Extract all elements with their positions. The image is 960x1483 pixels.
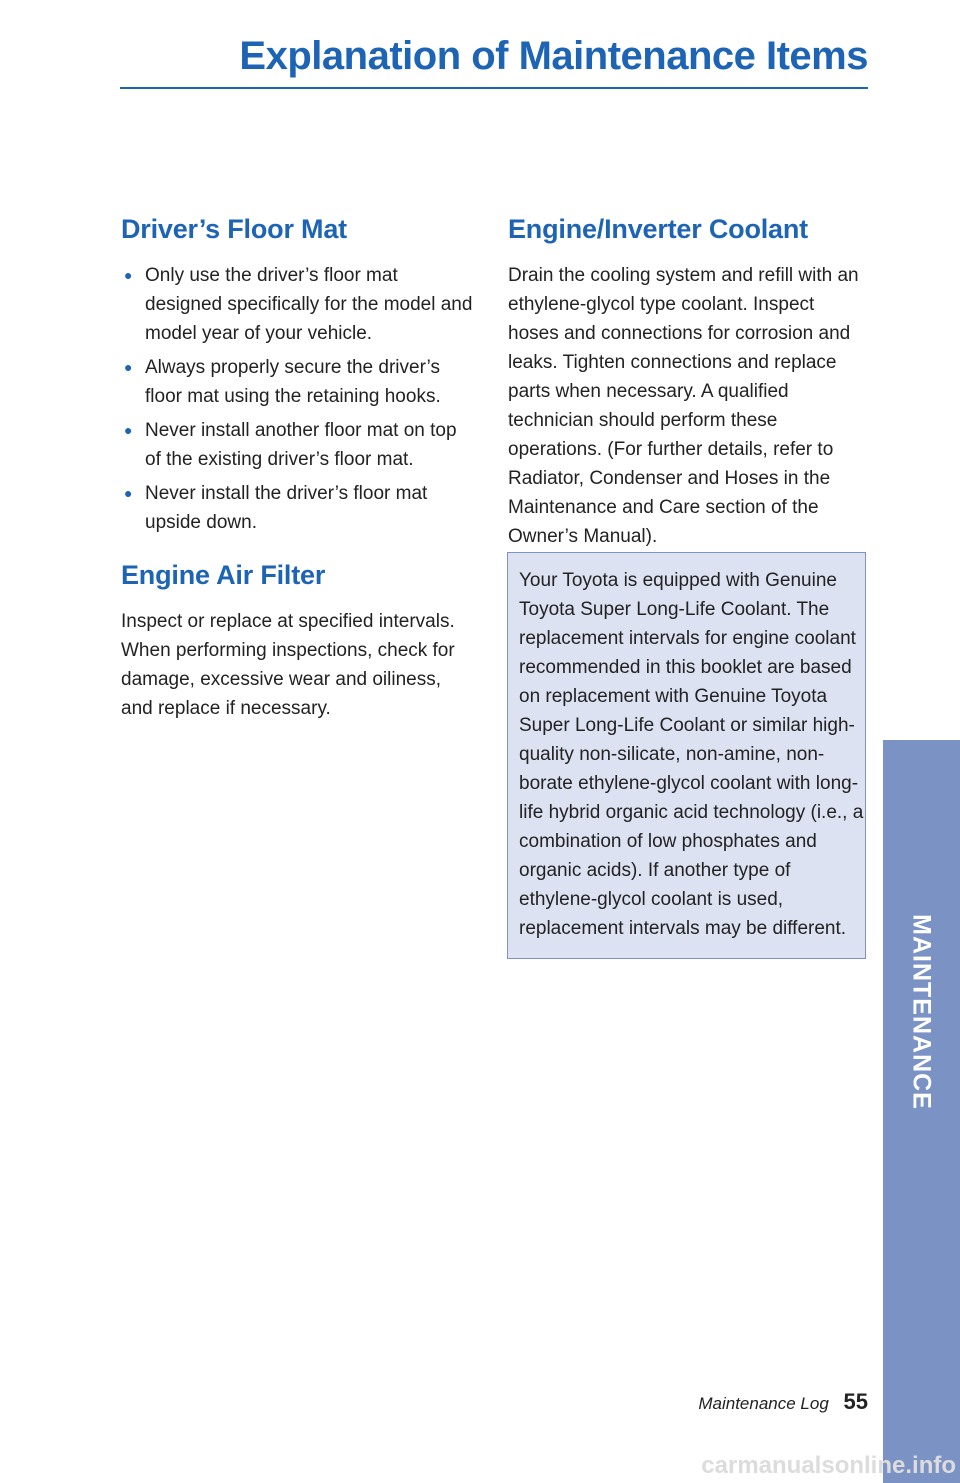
air-filter-heading: Engine Air Filter	[121, 560, 326, 590]
watermark: carmanualsonline.info	[701, 1452, 956, 1479]
bullet-icon: ●	[124, 359, 133, 375]
section-tab	[883, 740, 960, 1483]
coolant-text: Drain the cooling system and refill with an ethylene-glycol type coolant. Inspect hoses and connections for corrosion and leaks. Tighten connections and replace parts when necessary. A qualified technician should perform these operations. (For further details, refer to Radiator, Condenser and Hoses in the Maintenance and Care section of the Owner’s Manual).	[508, 265, 859, 547]
left-column	[121, 214, 473, 723]
footer-label: Maintenance Log	[698, 1394, 829, 1413]
list-item: ● Never install another floor mat on top of the existing driver’s floor mat.	[121, 416, 473, 474]
page-title: Explanation of Maintenance Items	[239, 34, 868, 78]
page-number: 55	[843, 1389, 868, 1414]
air-filter-text: Inspect or replace at specified intervals. When performing inspections, check for damage, excessive wear and oiliness, and replace if necessary.	[121, 611, 455, 719]
list-item: ● Only use the driver’s floor mat designed specifically for the model and model year of your vehicle.	[121, 261, 473, 348]
right-column	[508, 214, 860, 551]
floor-mat-list	[121, 261, 473, 537]
bullet-icon: ●	[124, 267, 133, 283]
bullet-icon: ●	[124, 485, 133, 501]
bullet-icon: ●	[124, 422, 133, 438]
spacer	[121, 542, 473, 560]
coolant-note-text: Your Toyota is equipped with Genuine Toyota Super Long-Life Coolant. The replacement intervals for engine coolant recommended in this booklet are based on replacement with Genuine Toyota Super Long-Life Coolant or similar high-quality non-silicate, non-amine, non-borate ethylene-glycol coolant with long-life hybrid organic acid technology (i.e., a combination of low phosphates and organic acids). If another type of ethylene-glycol coolant is used, replacement intervals may be different.	[519, 570, 864, 939]
section-tab-label: MAINTENANCE	[907, 914, 936, 1110]
title-divider	[120, 87, 868, 89]
page-footer	[698, 1389, 868, 1415]
coolant-heading: Engine/Inverter Coolant	[508, 214, 808, 244]
list-item: ● Always properly secure the driver’s floor mat using the retaining hooks.	[121, 353, 473, 411]
floor-mat-heading: Driver’s Floor Mat	[121, 214, 347, 244]
list-item: ● Never install the driver’s floor mat upside down.	[121, 479, 473, 537]
coolant-note-box	[507, 552, 866, 959]
